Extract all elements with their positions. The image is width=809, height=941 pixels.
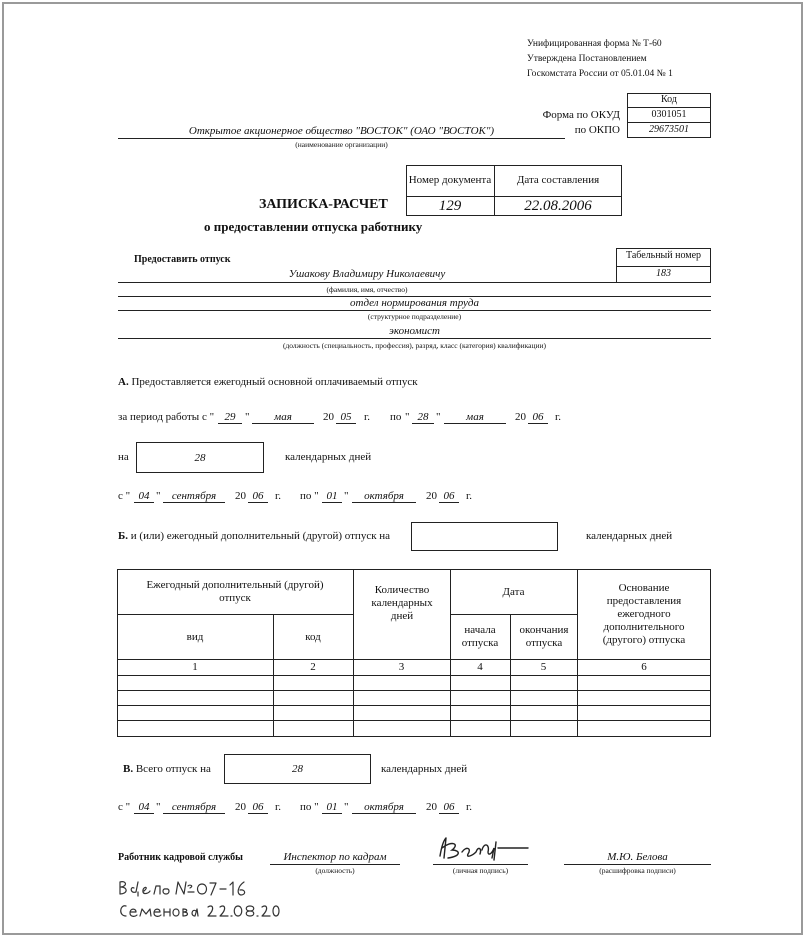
v-end-g: г.	[466, 801, 473, 813]
form-approval-line-1: Унифицированная форма № Т-60	[527, 39, 662, 49]
table-header-date: Дата	[502, 585, 525, 598]
a-start-quote: "	[156, 490, 161, 502]
v-end-year: 06	[439, 801, 459, 814]
tab-number-divider	[616, 266, 711, 267]
a-end-g: г.	[466, 490, 473, 502]
a-start-year: 06	[248, 490, 268, 503]
table-header-count: Количество календарных дней	[371, 584, 433, 622]
section-v-heading	[123, 763, 211, 775]
section-b-days-box[interactable]	[411, 522, 558, 551]
doc-number-value: 129	[438, 197, 462, 214]
okud-value: 0301051	[651, 109, 687, 120]
days-na-label: на	[118, 451, 129, 463]
section-v-text: Всего отпуск на	[135, 763, 211, 775]
period-to-g: г.	[555, 411, 562, 423]
handwritten-note-text	[300, 878, 301, 879]
a-start-day: 04	[134, 490, 154, 503]
period-prefix: за период работы с "	[118, 411, 215, 423]
section-a-days-label: календарных дней	[285, 451, 372, 463]
employee-department: отдел нормирования труда	[350, 297, 479, 309]
a-end-year: 06	[439, 490, 459, 503]
organization-underline	[118, 138, 565, 139]
form-approval-line-3: Госкомстата России от 05.01.04 № 1	[527, 69, 673, 79]
v-start-year: 06	[248, 801, 268, 814]
period-to-day: 28	[412, 411, 434, 424]
table-col-number-1: 1	[192, 661, 198, 673]
work-period-line	[118, 411, 718, 427]
v-start-g: г.	[275, 801, 282, 813]
hr-worker-label: Работник кадровой службы	[118, 852, 243, 863]
a-start-g: г.	[275, 490, 282, 502]
table-header-basis: Основание предоставления ежегодного дополнительного (другого) отпуска	[602, 581, 686, 646]
codes-header: Код	[661, 94, 677, 105]
table-vline-2	[353, 569, 354, 737]
v-start-month: сентября	[163, 801, 225, 814]
table-col-number-6: 6	[641, 661, 647, 673]
period-po-label: по	[390, 411, 402, 423]
codes-divider-1	[627, 107, 711, 108]
signer-position: Инспектор по кадрам	[283, 851, 387, 863]
section-a-text: Предоставляется ежегодный основной оплачиваемый отпуск	[131, 376, 418, 388]
signature-caption: (личная подпись)	[452, 866, 509, 875]
a-end-quote: "	[344, 490, 349, 502]
period-to-year-prefix: 20	[515, 411, 526, 423]
section-b-days-label: календарных дней	[586, 530, 673, 542]
a-start-year-prefix: 20	[235, 490, 246, 502]
a-start-month: сентября	[163, 490, 225, 503]
table-header-start: начала отпуска	[461, 624, 499, 649]
table-col-number-4: 4	[477, 661, 483, 673]
period-from-year: 05	[336, 411, 356, 424]
table-hline-row-2	[117, 705, 711, 706]
table-header-code: код	[305, 630, 321, 643]
period-from-year-prefix: 20	[323, 411, 334, 423]
okpo-label: по ОКПО	[574, 124, 620, 136]
tab-number-value: 183	[656, 268, 671, 279]
grant-vacation-label: Предоставить отпуск	[134, 254, 231, 265]
table-col-number-5: 5	[540, 661, 547, 673]
period-from-g: г.	[364, 411, 371, 423]
period-to-quote: "	[436, 411, 441, 423]
employee-position-underline	[118, 338, 711, 339]
section-a-letter: А.	[118, 376, 129, 388]
a-end-day: 01	[322, 490, 342, 503]
table-hline-row-3	[117, 720, 711, 721]
v-end-month: октября	[352, 801, 416, 814]
table-header-kind: вид	[186, 630, 204, 643]
employee-fio-underline	[118, 282, 616, 283]
v-start-year-prefix: 20	[235, 801, 246, 813]
table-hline-row-1	[117, 690, 711, 691]
section-b-letter: Б.	[118, 530, 129, 542]
doc-date-value: 22.08.2006	[524, 197, 592, 214]
form-approval-note	[527, 37, 673, 82]
period-from-day: 29	[218, 411, 242, 424]
section-v-dates-line	[118, 801, 718, 817]
table-hline-numbers	[117, 675, 711, 676]
v-end-day: 01	[322, 801, 342, 814]
signer-decoded-underline	[564, 864, 711, 865]
table-header-type: Ежегодный дополнительный (другой) отпуск	[146, 579, 324, 604]
period-from-month: мая	[252, 411, 314, 424]
organization-name: Открытое акционерное общество "ВОСТОК" (ОАО "ВОСТОК")	[188, 125, 495, 137]
section-a-heading	[118, 376, 418, 388]
section-v-letter: В.	[123, 763, 134, 775]
period-to-year: 06	[528, 411, 548, 424]
v-start-day: 04	[134, 801, 154, 814]
period-from-quote: "	[245, 411, 250, 423]
employee-fio: Ушакову Владимиру Николаевичу	[288, 268, 446, 280]
table-col-number-2: 2	[310, 661, 316, 673]
section-v-days-box[interactable]: 28	[224, 754, 371, 784]
doc-number-header: Номер документа	[408, 174, 492, 186]
v-end-quote: "	[344, 801, 349, 813]
table-vline-5	[577, 569, 578, 737]
form-approval-line-2: Утверждена Постановлением	[527, 54, 647, 64]
v-start-quote: "	[156, 801, 161, 813]
v-end-year-prefix: 20	[426, 801, 437, 813]
a-end-year-prefix: 20	[426, 490, 437, 502]
section-a-days-box[interactable]: 28	[136, 442, 264, 473]
signer-decoded-name: М.Ю. Белова	[607, 851, 668, 863]
employee-department-caption: (структурное подразделение)	[367, 312, 462, 321]
v-start-prefix: с "	[118, 801, 131, 813]
v-end-prefix: по "	[300, 801, 319, 813]
doc-date-header: Дата составления	[516, 174, 600, 186]
employee-fio-caption: (фамилия, имя, отчество)	[326, 285, 408, 294]
section-b-text: и (или) ежегодный дополнительный (другой) отпуск на	[130, 530, 391, 542]
a-end-month: октября	[352, 490, 416, 503]
signer-decoded-caption: (расшифровка подписи)	[599, 866, 676, 875]
section-b-heading	[118, 530, 390, 542]
okpo-value: 29673501	[649, 124, 689, 135]
signer-position-underline	[270, 864, 400, 865]
tab-number-header: Табельный номер	[625, 250, 702, 261]
employee-position-caption: (должность (специальность, профессия), разряд, класс (категория) квалификации)	[282, 341, 547, 350]
signer-position-caption: (должность)	[315, 866, 355, 875]
document-title: ЗАПИСКА-РАСЧЕТ	[259, 197, 388, 212]
period-to-quote-open: "	[405, 411, 410, 423]
section-v-days-label: календарных дней	[381, 763, 468, 775]
employee-position: экономист	[389, 325, 440, 337]
document-subtitle: о предоставлении отпуска работнику	[204, 219, 423, 234]
section-a-dates-line	[118, 490, 718, 506]
organization-caption: (наименование организации)	[295, 140, 388, 149]
table-col-number-3: 3	[398, 661, 405, 673]
table-header-end: окончания отпуска	[519, 624, 569, 649]
employee-department-underline	[118, 310, 711, 311]
a-end-prefix: по "	[300, 490, 319, 502]
a-start-prefix: с "	[118, 490, 131, 502]
okud-label: Форма по ОКУД	[542, 109, 620, 121]
period-to-month: мая	[444, 411, 506, 424]
signature-drawing	[432, 834, 532, 868]
codes-divider-2	[627, 122, 711, 123]
signature-underline	[433, 864, 528, 865]
handwritten-note	[116, 876, 286, 922]
